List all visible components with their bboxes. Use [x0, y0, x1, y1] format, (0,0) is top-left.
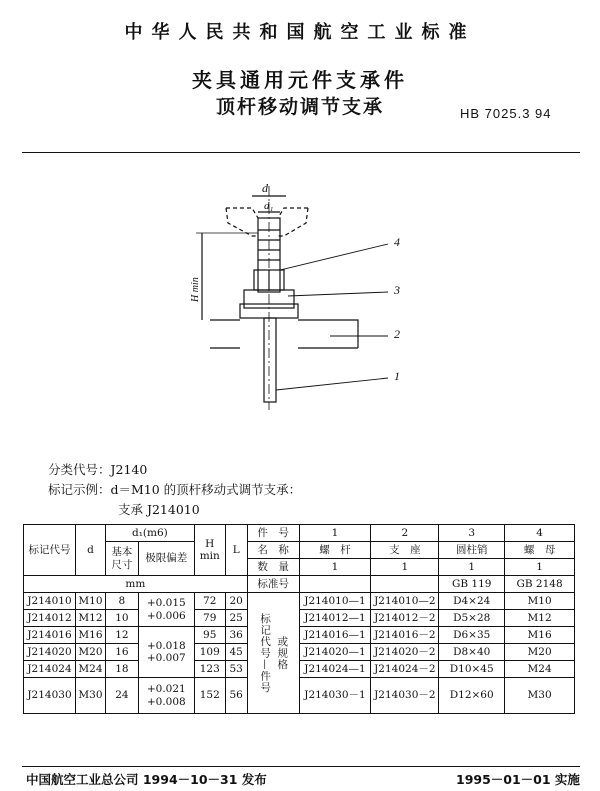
- part-no-2: 2: [371, 525, 439, 542]
- issued-by: 中国航空工业总公司 1994－10－31 发布: [26, 772, 267, 787]
- classification-code: 分类代号：J2140: [48, 462, 148, 477]
- document-subtitle: 顶杆移动调节支承: [215, 96, 384, 118]
- callout-2: 2: [394, 327, 400, 341]
- hdr-qty: 数 量: [247, 559, 299, 576]
- hdr-code: 标记代号: [24, 525, 76, 576]
- leader-1: [276, 378, 388, 390]
- jaw-left-outline: [226, 208, 258, 236]
- technical-drawing: [140, 178, 440, 418]
- footer-rule: [22, 766, 580, 767]
- hdr-unit: mm: [24, 576, 248, 593]
- callout-4: 4: [394, 235, 400, 249]
- hdr-h: H min: [194, 525, 225, 576]
- org-standard-header: 中华人民共和国航空工业标准: [124, 22, 476, 43]
- spec-table: [23, 524, 575, 714]
- hdr-l: L: [225, 525, 247, 576]
- part-name-1: 螺 杆: [299, 542, 371, 559]
- part-std-2: [371, 576, 439, 593]
- part-qty-4: 1: [505, 559, 575, 576]
- part-name-2: 支 座: [371, 542, 439, 559]
- marking-example: 标记示例：d＝M10 的顶杆移动式调节支承：: [48, 482, 302, 497]
- hdr-d1: d₁(m6): [105, 525, 194, 542]
- leader-4: [280, 244, 388, 270]
- hdr-std-no: 标准号: [247, 576, 299, 593]
- mounting-plate: [210, 320, 358, 348]
- part-name-3: 圆柱销: [439, 542, 505, 559]
- callout-1: 1: [394, 369, 400, 383]
- table-row: J214012 M12 10 79 25 J214012—1 J214012－2 D5×28 M12: [24, 610, 575, 627]
- effective-date: 1995－01－01 实施: [456, 772, 580, 787]
- document-title: 夹具通用元件支承件: [192, 68, 408, 92]
- hdr-part-no: 件 号: [247, 525, 299, 542]
- callout-3: 3: [394, 283, 400, 297]
- table-row: J214030 M30 24 +0.021 +0.008 152 56 J214030－1 J214030－2 D12×60 M30: [24, 678, 575, 714]
- part-std-4: GB 2148: [505, 576, 575, 593]
- jaw-right-top: [278, 208, 308, 218]
- table-row: J214010 M10 8 +0.015 +0.006 72 20 标记代号—件号 或规格 J214010—1 J214010—2 D4×24 M10: [24, 593, 575, 610]
- lower-rod: [264, 318, 276, 402]
- mark-code-cell: 标记代号—件号 或规格: [247, 593, 299, 714]
- hdr-name: 名 称: [247, 542, 299, 559]
- part-std-1: [299, 576, 371, 593]
- dim-h-label: H min: [190, 277, 201, 302]
- header-rule: [22, 152, 580, 153]
- jaw-left-top: [226, 208, 258, 218]
- deviation-m10-m12: +0.015 +0.006: [138, 593, 194, 627]
- table-row: J214016 M16 12 +0.018 +0.007 95 36 J214016—1 J214016－2 D6×35 M16: [24, 627, 575, 644]
- part-name-4: 螺 母: [505, 542, 575, 559]
- leader-3: [288, 292, 388, 296]
- part-no-1: 1: [299, 525, 371, 542]
- jaw-right-outline: [278, 208, 308, 236]
- hdr-basic-size: 基本尺寸: [105, 542, 138, 576]
- table-row: J214020 M20 16 109 45 J214020—1 J214020－2 D8×40 M20: [24, 644, 575, 661]
- part-no-4: 4: [505, 525, 575, 542]
- part-no-3: 3: [439, 525, 505, 542]
- part-qty-1: 1: [299, 559, 371, 576]
- hdr-deviation: 极限偏差: [138, 542, 194, 576]
- deviation-m16-m24: +0.018 +0.007: [138, 627, 194, 678]
- hdr-d: d: [75, 525, 105, 576]
- part-qty-2: 1: [371, 559, 439, 576]
- part-std-3: GB 119: [439, 576, 505, 593]
- marking-example-value: 支承 J214010: [118, 502, 200, 517]
- standard-number: HB 7025.3 94: [460, 106, 552, 121]
- dim-d-label: d: [262, 181, 268, 195]
- dim-d1-label: d₁: [264, 200, 274, 212]
- part-qty-3: 1: [439, 559, 505, 576]
- table-row: J214024 M24 18 123 53 J214024—1 J214024－2 D10×45 M24: [24, 661, 575, 678]
